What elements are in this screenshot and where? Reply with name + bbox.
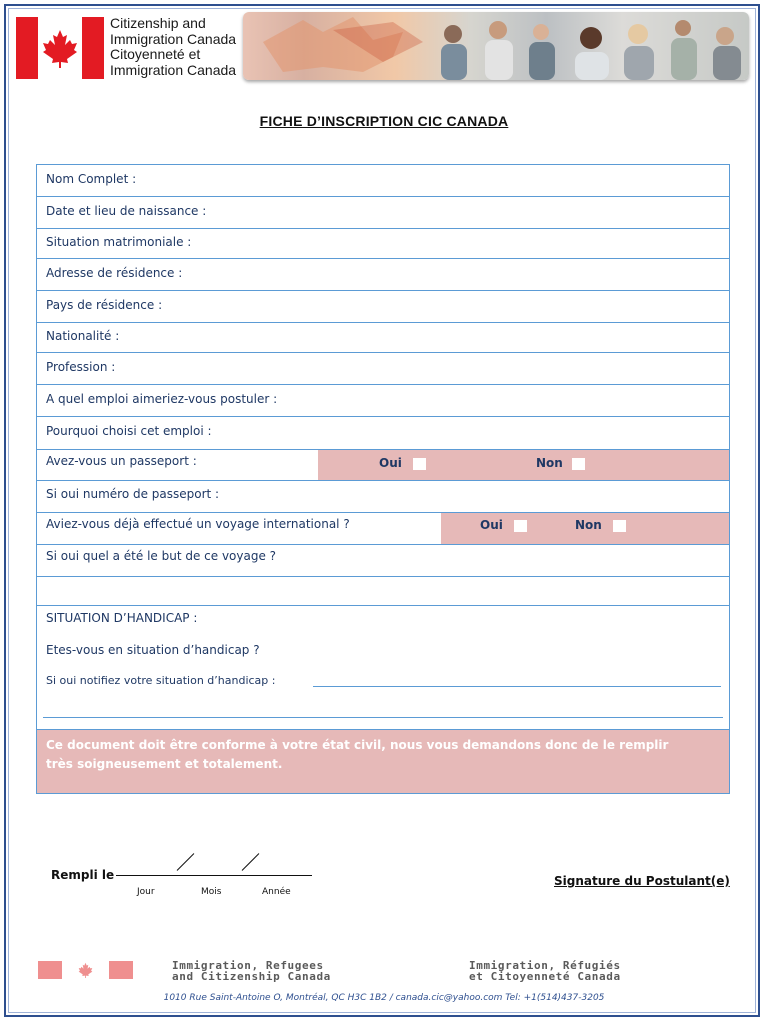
label-full-name: Nom Complet : — [46, 172, 137, 186]
travel-no-label: Non — [575, 518, 602, 532]
form-row-marital[interactable] — [37, 229, 729, 259]
travel-choice-area — [441, 513, 729, 544]
agency-en-line2: Immigration Canada — [110, 30, 237, 47]
form-row-job-reason[interactable] — [37, 417, 729, 450]
form-row-full-name[interactable] — [37, 165, 729, 197]
label-job-reason: Pourquoi choisi cet emploi : — [46, 424, 212, 438]
label-travel-purpose: Si oui quel a été le but de ce voyage ? — [46, 549, 277, 563]
footer-flag-logo — [38, 961, 133, 979]
footer-agency-en-line1: Immigration, Refugees — [172, 959, 324, 972]
footer-agency-fr — [469, 960, 621, 982]
form-row-passport — [37, 450, 729, 481]
footer-agency-en-line2: and Citizenship Canada — [172, 970, 331, 983]
travel-yes-label: Oui — [480, 518, 503, 532]
signature-label: Signature du Postulant(e) — [554, 874, 730, 888]
notice-line2: très soigneusement et totalement. — [46, 757, 283, 771]
footer-address: 1010 Rue Saint-Antoine O, Montréal, QC H3C 1B2 / canada.cic@yahoo.com Tel: +1(514)437-3205 — [163, 993, 605, 1003]
date-month-label: Mois — [201, 887, 222, 897]
passport-choice-area — [318, 450, 729, 480]
maple-leaf-icon — [38, 17, 82, 79]
filled-date-label: Rempli le — [51, 868, 115, 882]
label-birth: Date et lieu de naissance : — [46, 204, 207, 218]
form-row-nationality[interactable] — [37, 323, 729, 353]
label-address: Adresse de résidence : — [46, 266, 183, 280]
footer-agency-en — [172, 960, 331, 982]
date-day-label: Jour — [137, 887, 155, 897]
agency-fr-line1: Citoyenneté et — [110, 46, 201, 62]
form-row-birth[interactable] — [37, 197, 729, 229]
label-handicap-question: Etes-vous en situation d’handicap ? — [46, 643, 260, 657]
label-desired-job: A quel emploi aimeriez-vous postuler : — [46, 392, 278, 406]
passport-yes-checkbox[interactable] — [413, 458, 426, 470]
form-row-passport-number[interactable] — [37, 481, 729, 513]
handicap-heading: SITUATION D’HANDICAP : — [46, 611, 198, 625]
form-row-address[interactable] — [37, 259, 729, 291]
notice-banner — [37, 729, 729, 793]
form-row-profession[interactable] — [37, 353, 729, 385]
travel-yes-checkbox[interactable] — [514, 520, 527, 532]
label-nationality: Nationalité : — [46, 329, 120, 343]
handicap-notify-line-2[interactable] — [43, 717, 723, 718]
label-handicap-notify: Si oui notifiez votre situation d’handicap : — [46, 674, 276, 687]
label-travel: Aviez-vous déjà effectué un voyage international ? — [46, 517, 350, 531]
footer-maple-leaf-icon — [70, 962, 101, 978]
form-row-travel-purpose[interactable] — [37, 545, 729, 577]
label-passport: Avez-vous un passeport : — [46, 454, 197, 468]
footer-agency-fr-line1: Immigration, Réfugiés — [469, 959, 621, 972]
agency-en-line1: Citizenship and — [110, 15, 206, 31]
notice-line1: Ce document doit être conforme à votre état civil, nous vous demandons donc de le remplir — [46, 738, 669, 752]
passport-yes-label: Oui — [379, 456, 402, 470]
label-profession: Profession : — [46, 360, 116, 374]
passport-no-checkbox[interactable] — [572, 458, 585, 470]
label-passport-number: Si oui numéro de passeport : — [46, 487, 220, 501]
form-row-country[interactable] — [37, 291, 729, 323]
handicap-notify-line[interactable] — [313, 686, 721, 687]
agency-wordmark — [110, 16, 236, 78]
date-line[interactable] — [116, 875, 312, 876]
agency-fr-line2: Immigration Canada — [110, 61, 237, 78]
form-row-desired-job[interactable] — [37, 385, 729, 417]
notice-text — [46, 736, 686, 774]
date-year-label: Année — [262, 887, 291, 897]
travel-no-checkbox[interactable] — [613, 520, 626, 532]
header-banner-photo — [243, 12, 749, 80]
page-title: FICHE D’INSCRIPTION CIC CANADA — [259, 113, 509, 129]
canada-flag-logo — [16, 17, 104, 79]
label-country: Pays de résidence : — [46, 298, 163, 312]
footer-agency-fr-line2: et Citoyenneté Canada — [469, 970, 621, 983]
form-row-travel-purpose-extra[interactable] — [37, 577, 729, 606]
passport-no-label: Non — [536, 456, 563, 470]
registration-form — [36, 164, 730, 794]
form-row-travel — [37, 513, 729, 545]
label-marital: Situation matrimoniale : — [46, 235, 192, 249]
